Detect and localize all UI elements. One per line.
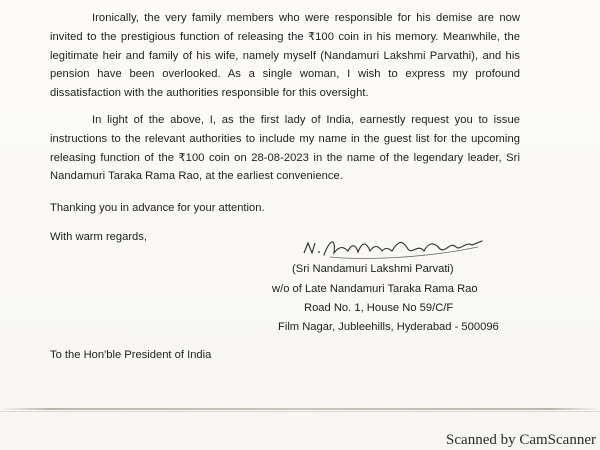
page-bottom-rule (0, 408, 600, 410)
closing-line: With warm regards, (50, 231, 147, 243)
page-bottom-rule-secondary (0, 411, 600, 412)
paragraph-dissatisfaction (50, 9, 520, 103)
paragraph-2-text: In light of the above, I, as the first lady of India, earnestly request you to issue instructions to the relevant authorities to include my name in the guest list for the upcoming releasing function of the ₹100 coin on 28-08-2023 in the name of the legendary leader, Sri Nandamuri Taraka Rama Rao, at the earliest convenience. (50, 114, 520, 183)
recipient-line: To the Hon'ble President of India (50, 349, 212, 361)
sender-address-line-2: Film Nagar, Jubleehills, Hyderabad - 500096 (278, 321, 499, 333)
sender-address-line-1: Road No. 1, House No 59/C/F (304, 302, 454, 314)
paragraph-1-text: Ironically, the very family members who were responsible for his demise are now invited to the prestigious function of releasing the ₹100 coin in his memory. Meanwhile, the legitimate heir and family of his wife, namely myself (Nandamuri Lakshmi Parvathi), and his pension have been overlooked. As a single woman, I wish to express my profound dissatisfaction with the authorities responsible for this oversight. (50, 12, 520, 100)
thanks-line: Thanking you in advance for your attention. (50, 202, 265, 214)
paragraph-request (50, 111, 520, 186)
sender-relation: w/o of Late Nandamuri Taraka Rama Rao (272, 283, 478, 295)
sender-name: (Sri Nandamuri Lakshmi Parvati) (292, 263, 454, 275)
scanner-watermark: Scanned by CamScanner (446, 432, 596, 448)
handwritten-signature (300, 233, 490, 263)
